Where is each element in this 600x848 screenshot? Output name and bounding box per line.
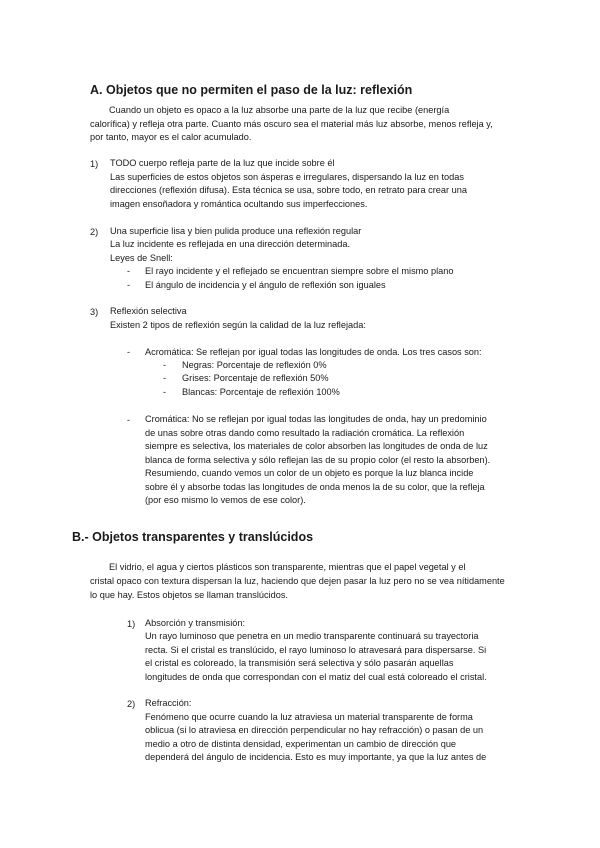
b-item-1-line-2: recta. Si el cristal es translúcido, el rayo luminoso lo atravesará para dispersarse. Si — [145, 645, 487, 655]
item-2-line-2: Leyes de Snell: — [110, 253, 173, 263]
section-b-intro-line-1: El vidrio, el agua y ciertos plásticos son transparente, mientras que el papel vegetal y el — [109, 562, 466, 572]
item-2-bullet-1: El rayo incidente y el reflejado se encuentran siempre sobre el mismo plano — [145, 266, 454, 276]
section-a-intro-line-1: Cuando un objeto es opaco a la luz absorbe una parte de la luz que recibe (energía — [109, 105, 450, 115]
caso-dash-2: - — [163, 373, 167, 383]
section-b-intro-line-3: lo que hay. Estos objetos se llaman translúcidos. — [90, 590, 288, 600]
b-item-2-line-4: dependerá del ángulo de incidencia. Esto es muy importante, ya que la luz antes de — [145, 752, 487, 762]
item-2-number: 2) — [90, 227, 99, 237]
item-1-line-3: imagen ensoñadora y romántica ocultando sus imperfecciones. — [110, 199, 368, 209]
caso-dash-3: - — [163, 387, 167, 397]
item-2-bullet-dash-1: - — [127, 266, 131, 276]
item-2-bullet-2: El ángulo de incidencia y el ángulo de reflexión son iguales — [145, 280, 386, 290]
b-item-2-line-2: oblicua (si lo atraviesa en dirección perpendicular no hay refracción) o pasan de un — [145, 725, 484, 735]
caso-negras: Negras: Porcentaje de reflexión 0% — [182, 360, 327, 370]
section-a-intro-line-3: por tanto, mayor es el calor acumulado. — [90, 132, 252, 142]
item-3-line: Existen 2 tipos de reflexión según la calidad de la luz reflejada: — [110, 320, 366, 330]
caso-dash-1: - — [163, 360, 167, 370]
b-item-1-line-3: el cristal es coloreado, la transmisión será selectiva y sólo pasarán aquellas — [145, 658, 454, 668]
item-2-line-1: La luz incidente es reflejada en una dirección determinada. — [110, 239, 351, 249]
cromatica-line-2: de unas sobre otras dando como resultado la radiación cromática. La reflexión — [145, 428, 465, 438]
cromatica-line-3: siempre es selectiva, los materiales de color absorben las longitudes de onda de luz — [145, 441, 488, 451]
b-item-2-line-1: Fenómeno que ocurre cuando la luz atraviesa un material transparente de forma — [145, 712, 473, 722]
item-2-bullet-dash-2: - — [127, 280, 131, 290]
b-item-2-line-3: medio a otro de distinta densidad, experimentan un cambio de dirección que — [145, 739, 457, 749]
b-item-1-line-1: Un rayo luminoso que penetra en un medio transparente continuará su trayectoria — [145, 631, 479, 641]
cromatica-line-6: sobre él y absorbe todas las longitudes de onda menos la de su color, que la refleja — [145, 482, 485, 492]
item-1-title: TODO cuerpo refleja parte de la luz que incide sobre él — [110, 158, 335, 168]
item-1-line-1: Las superficies de estos objetos son ásperas e irregulares, dispersando la luz en todas — [110, 172, 464, 182]
cromatica-dash: - — [127, 415, 131, 425]
b-item-2-title: Refracción: — [145, 698, 192, 708]
cromatica-line-4: blanca de forma selectiva y sólo reflejan las de su propio color (el resto la absorben). — [145, 455, 491, 465]
caso-blancas: Blancas: Porcentaje de reflexión 100% — [182, 387, 340, 397]
item-3-number: 3) — [90, 307, 99, 317]
item-1-number: 1) — [90, 159, 99, 169]
item-3-title: Reflexión selectiva — [110, 306, 187, 316]
section-b-intro-line-2: cristal opaco con textura dispersan la luz, haciendo que dejen pasar la luz pero no se vea nítidamente — [90, 576, 505, 586]
b-item-1-number: 1) — [127, 619, 136, 629]
section-a-intro-line-2: calorífica) y refleja otra parte. Cuanto más oscuro sea el material más luz absorbe, menos refleja y, — [90, 119, 493, 129]
cromatica-line-7: (por eso mismo lo vemos de ese color). — [145, 495, 306, 505]
caso-grises: Grises: Porcentaje de reflexión 50% — [182, 373, 329, 383]
cromatica-line-5: Resumiendo, cuando vemos un color de un objeto es porque la luz blanca incide — [145, 468, 474, 478]
section-b-heading: B.- Objetos transparentes y translúcidos — [72, 530, 314, 544]
b-item-2-number: 2) — [127, 699, 136, 709]
item-1-line-2: direcciones (reflexión difusa). Esta técnica se usa, sobre todo, en retrato para crear una — [110, 185, 467, 195]
section-a-heading: A. Objetos que no permiten el paso de la luz: reflexión — [90, 83, 413, 97]
item-2-title: Una superficie lisa y bien pulida produce una reflexión regular — [110, 226, 362, 236]
cromatica-line-1: Cromática: No se reflejan por igual todas las longitudes de onda, hay un predominio — [145, 414, 487, 424]
acromatica-text: Acromática: Se reflejan por igual todas las longitudes de onda. Los tres casos son: — [145, 347, 482, 357]
acromatica-dash: - — [127, 347, 131, 357]
b-item-1-line-4: longitudes de onda que correspondan con el matiz del cual está coloreado el cristal. — [145, 672, 487, 682]
b-item-1-title: Absorción y transmisión: — [145, 618, 246, 628]
